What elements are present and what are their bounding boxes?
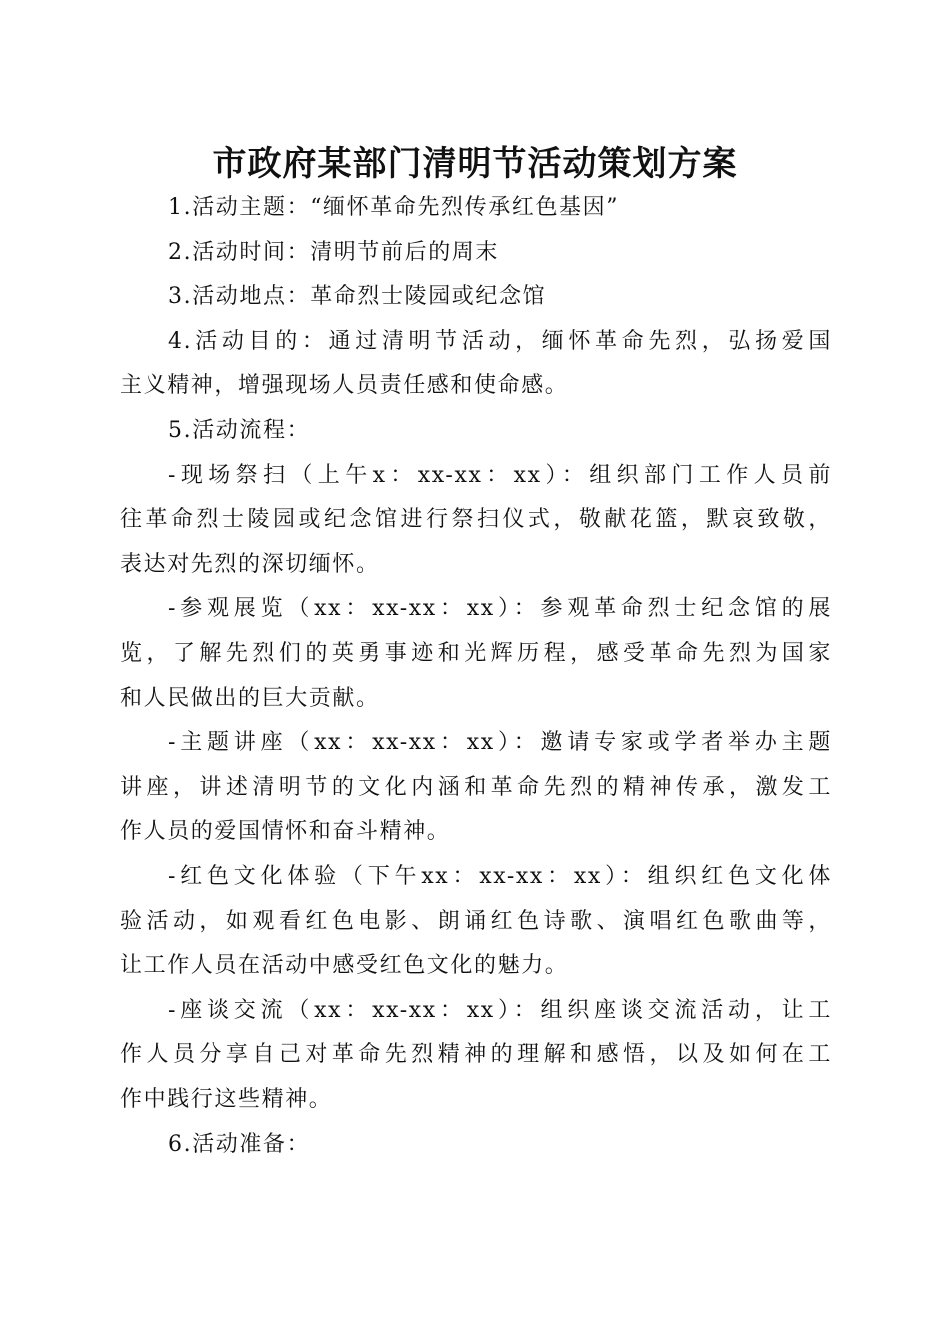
text-line: 表达对先烈的深切缅怀。 bbox=[120, 551, 380, 577]
text-line: 作人员分享自己对革命先烈精神的理解和感悟，以及如何在工 bbox=[120, 1042, 832, 1068]
text-line: 作人员的爱国情怀和奋斗精神。 bbox=[120, 819, 451, 845]
text-line: 览，了解先烈们的英勇事迹和光辉历程，感受革命先烈为国家 bbox=[120, 641, 832, 666]
text-line: 让工作人员在活动中感受红色文化的魅力。 bbox=[120, 953, 569, 979]
text-line: -现场祭扫（上午x：xx-xx：xx）：组织部门工作人员前 bbox=[168, 462, 832, 488]
text-line: 主义精神，增强现场人员责任感和使命感。 bbox=[120, 373, 569, 399]
text-line: -参观展览（xx：xx-xx：xx）：参观革命烈士纪念馆的展 bbox=[168, 596, 832, 622]
text-line: 和人民做出的巨大贡献。 bbox=[120, 685, 380, 711]
text-line: 1.活动主题：“缅怀革命先烈传承红色基因” bbox=[168, 195, 620, 220]
text-line: 往革命烈士陵园或纪念馆进行祭扫仪式，敬献花篮，默哀致敬， bbox=[120, 507, 832, 533]
text-line: 5.活动流程： bbox=[168, 418, 311, 443]
text-line: -红色文化体验（下午xx：xx-xx：xx）：组织红色文化体 bbox=[168, 864, 832, 889]
text-line: -主题讲座（xx：xx-xx：xx）：邀请专家或学者举办主题 bbox=[168, 730, 832, 756]
document-title: 市政府某部门清明节活动策划方案 bbox=[212, 144, 738, 184]
text-line: 作中践行这些精神。 bbox=[120, 1087, 333, 1112]
text-line: 验活动，如观看红色电影、朗诵红色诗歌、演唱红色歌曲等， bbox=[120, 908, 832, 934]
text-line: 2.活动时间：清明节前后的周末 bbox=[168, 239, 499, 265]
text-line: 3.活动地点：革命烈士陵园或纪念馆 bbox=[168, 284, 547, 310]
text-line: 4.活动目的：通过清明节活动，缅怀革命先烈，弘扬爱国 bbox=[168, 328, 832, 354]
text-line: -座谈交流（xx：xx-xx：xx）：组织座谈交流活动，让工 bbox=[168, 997, 832, 1023]
text-line: 6.活动准备： bbox=[168, 1131, 311, 1157]
text-line: 讲座，讲述清明节的文化内涵和革命先烈的精神传承，激发工 bbox=[120, 774, 832, 800]
